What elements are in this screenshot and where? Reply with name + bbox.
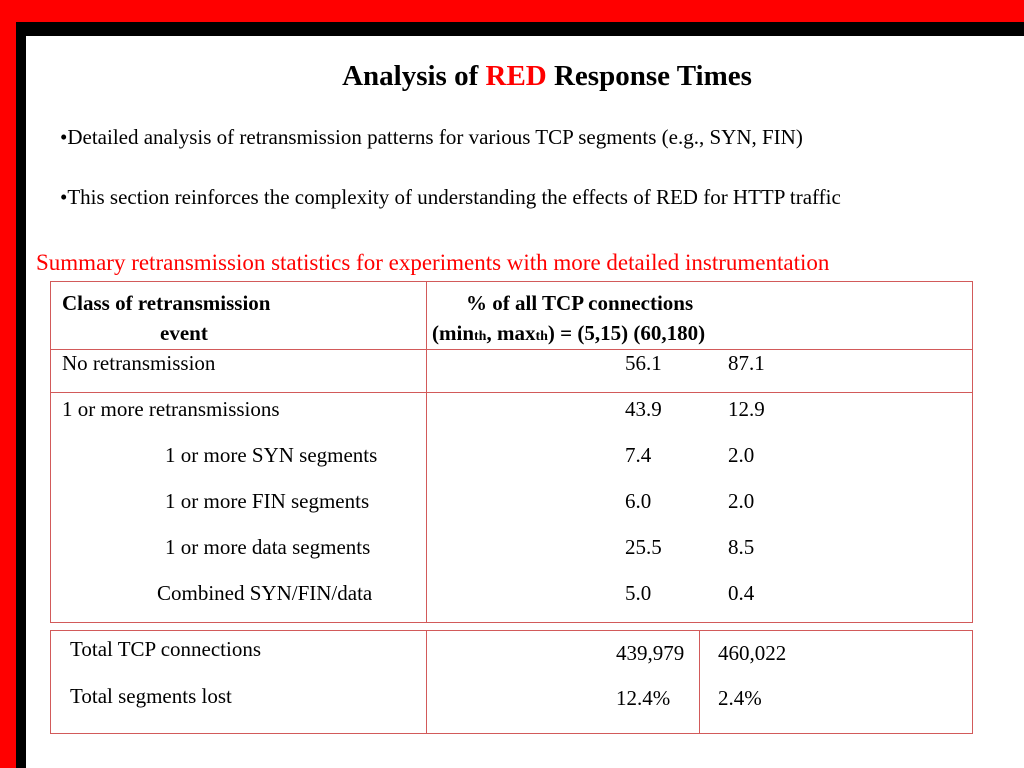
table-row-value-1: 56.1 bbox=[625, 351, 662, 375]
table-row-value-1: 7.4 bbox=[625, 443, 652, 467]
table-row-label: 1 or more FIN segments bbox=[165, 489, 370, 513]
totals-column-divider-1 bbox=[426, 630, 427, 734]
table-row-label: No retransmission bbox=[62, 351, 216, 375]
table-row-value-2: 87.1 bbox=[728, 351, 765, 375]
totals-row-value-1: 439,979 bbox=[616, 641, 685, 665]
totals-row-label: Total TCP connections bbox=[70, 637, 262, 661]
table-row-value-2: 0.4 bbox=[728, 581, 755, 605]
table-row-value-2: 2.0 bbox=[728, 489, 755, 513]
header-class-line1: Class of retransmission bbox=[62, 291, 271, 315]
table-row-value-2: 12.9 bbox=[728, 397, 765, 421]
title-suffix: Response Times bbox=[553, 60, 752, 92]
table-row-value-1: 6.0 bbox=[625, 489, 652, 513]
bullet-2: •This section reinforces the complexity of understanding the effects of RED for HTTP traffic bbox=[60, 185, 841, 209]
header-class-line2: event bbox=[160, 321, 208, 345]
table-row-label: 1 or more data segments bbox=[165, 535, 371, 559]
table-row-value-1: 25.5 bbox=[625, 535, 662, 559]
table-row-label: Combined SYN/FIN/data bbox=[157, 581, 373, 605]
table-row-label: 1 or more SYN segments bbox=[165, 443, 378, 467]
totals-row-value-2: 2.4% bbox=[718, 686, 762, 710]
table-row-label: 1 or more retransmissions bbox=[62, 397, 280, 421]
table-row-value-1: 43.9 bbox=[625, 397, 662, 421]
slide-title bbox=[0, 60, 1024, 93]
header-pct-line1: % of all TCP connections bbox=[466, 291, 694, 315]
table-row-value-1: 5.0 bbox=[625, 581, 652, 605]
table-header-divider bbox=[50, 349, 973, 350]
table-column-divider bbox=[426, 281, 427, 623]
table-row-value-2: 2.0 bbox=[728, 443, 755, 467]
title-prefix: Analysis of bbox=[342, 60, 479, 92]
header-pct-line2: (minth, maxth) = (5,15) (60,180) bbox=[432, 321, 706, 345]
totals-row-label: Total segments lost bbox=[70, 684, 232, 708]
table-row-value-2: 8.5 bbox=[728, 535, 755, 559]
title-accent: RED bbox=[485, 60, 547, 92]
totals-column-divider-2 bbox=[699, 630, 700, 734]
table-caption: Summary retransmission statistics for experiments with more detailed instrumentation bbox=[36, 250, 830, 275]
bullet-1: •Detailed analysis of retransmission patterns for various TCP segments (e.g., SYN, FIN) bbox=[60, 125, 803, 149]
totals-row-value-2: 460,022 bbox=[718, 641, 787, 665]
totals-row-value-1: 12.4% bbox=[616, 686, 671, 710]
table-row-divider bbox=[50, 392, 973, 393]
